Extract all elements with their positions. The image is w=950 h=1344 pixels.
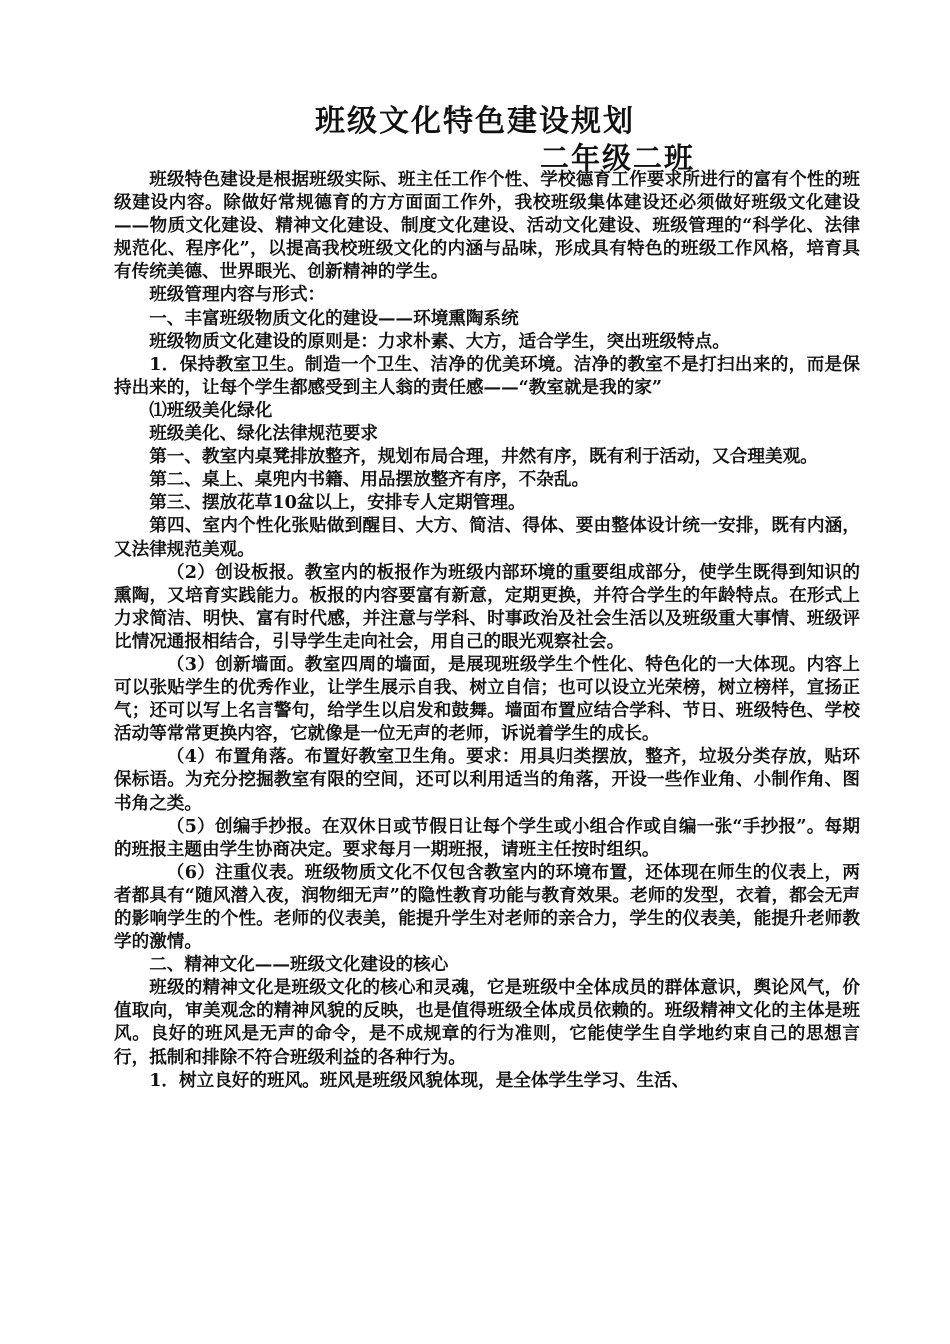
rule-first: 第一、教室内桌凳排放整齐，规划布局合理，井然有序，既有利于活动，又合理美观。 bbox=[149, 446, 818, 468]
paragraph-intro: 班级特色建设是根据班级实际、班主任工作个性、学校德育工作要求所进行的富有个性的班级建设内容。除做好常规德育的方方面面工作外，我校班级集体建设还必须做好班级文化建设——物质文化建设、精神文化建设、制度文化建设、活动文化建设、班级管理的“科学化、法律规范化、程序化”，以提高我校班级文化的内涵与品味，形成具有特色的班级工作风格，培育具有传统美德、世界眼光、创新精神的学生。 bbox=[114, 169, 860, 283]
paragraph-material-principle: 班级物质文化建设的原则是：力求朴素、大方，适合学生，突出班级特点。 bbox=[149, 330, 730, 352]
page-subtitle: 二年级二班 bbox=[540, 141, 696, 175]
rule-fourth: 第四、室内个性化张贴做到醒目、大方、简洁、得体、要由整体设计统一安排，既有内涵，又法律规范美观。 bbox=[114, 515, 860, 560]
paragraph-item-6-appearance: （6）注重仪表。班级物质文化不仅包含教室内的环境布置，还体现在师生的仪表上，两者都具有“随风潜入夜，润物细无声”的隐性教育功能与教育效果。老师的发型，衣着，都会无声的影响学生的个性。老师的仪表美，能提升学生对老师的亲合力，学生的仪表美，能提升老师教学的激情。 bbox=[114, 861, 860, 953]
rule-third: 第三、摆放花草10盆以上，安排专人定期管理。 bbox=[149, 492, 526, 514]
paragraph-item-4-corners: （4）布置角落。布置好教室卫生角。要求：用具归类摆放，整齐，垃圾分类存放，贴环保标语。为充分挖掘教室有限的空间，还可以利用适当的角落，开设一些作业角、小制作角、图书角之类。 bbox=[114, 746, 860, 814]
document-body bbox=[114, 168, 860, 1092]
paragraph-management-heading: 班级管理内容与形式： bbox=[149, 284, 326, 306]
section-heading-spiritual: 二、精神文化——班级文化建设的核心 bbox=[149, 954, 449, 976]
subheading-greening-rules: 班级美化、绿化法律规范要求 bbox=[149, 423, 378, 445]
section-heading-material: 一、丰富班级物质文化的建设——环境熏陶系统 bbox=[149, 307, 519, 329]
paragraph-item-5-handwritten-paper: （5）创编手抄报。在双休日或节假日让每个学生或小组合作或自编一张“手抄报”。每期的班报主题由学生协商决定。要求每月一期班报，请班主任按时组织。 bbox=[114, 815, 860, 860]
page-title: 班级文化特色建设规划 bbox=[315, 104, 635, 139]
paragraph-class-spirit: 1．树立良好的班风。班风是班级风貌体现，是全体学生学习、生活、 bbox=[149, 1069, 690, 1091]
paragraph-item-3-walls: （3）创新墙面。教室四周的墙面，是展现班级学生个性化、特色化的一大体现。内容上可以张贴学生的优秀作业，让学生展示自我、树立自信；也可以设立光荣榜，树立榜样，宣扬正气；还可以写上名言警句，给学生以启发和鼓舞。墙面布置应结合学科、节日、班级特色、学校活动等常常更换内容，它就像是一位无声的老师，诉说着学生的成长。 bbox=[114, 653, 860, 745]
paragraph-item-1-hygiene: 1．保持教室卫生。制造一个卫生、洁净的优美环境。洁净的教室不是打扫出来的，而是保持出来的，让每个学生都感受到主人翁的责任感——“教室就是我的家” bbox=[114, 353, 860, 398]
rule-second: 第二、桌上、桌兜内书籍、用品摆放整齐有序，不杂乱。 bbox=[149, 469, 590, 491]
paragraph-item-2-blackboard: （2）创设板报。教室内的板报作为班级内部环境的重要组成部分，使学生既得到知识的熏陶，又培育实践能力。板报的内容要富有新意，定期更换，并符合学生的年龄特点。在形式上力求简洁、明快、富有时代感，并注意与学科、时事政治及社会生活以及班级重大事情、班级评比情况通报相结合，引导学生走向社会，用自己的眼光观察社会。 bbox=[114, 561, 860, 652]
subheading-greening: ⑴班级美化绿化 bbox=[149, 399, 273, 421]
paragraph-spiritual-culture: 班级的精神文化是班级文化的核心和灵魂，它是班级中全体成员的群体意识，舆论风气，价值取向，审美观念的精神风貌的反映，也是值得班级全体成员依赖的。班级精神文化的主体是班风。良好的班风是无声的命令，是不成规章的行为准则，它能使学生自学地约束自己的思想言行，抵制和排除不符合班级利益的各种行为。 bbox=[114, 977, 860, 1068]
